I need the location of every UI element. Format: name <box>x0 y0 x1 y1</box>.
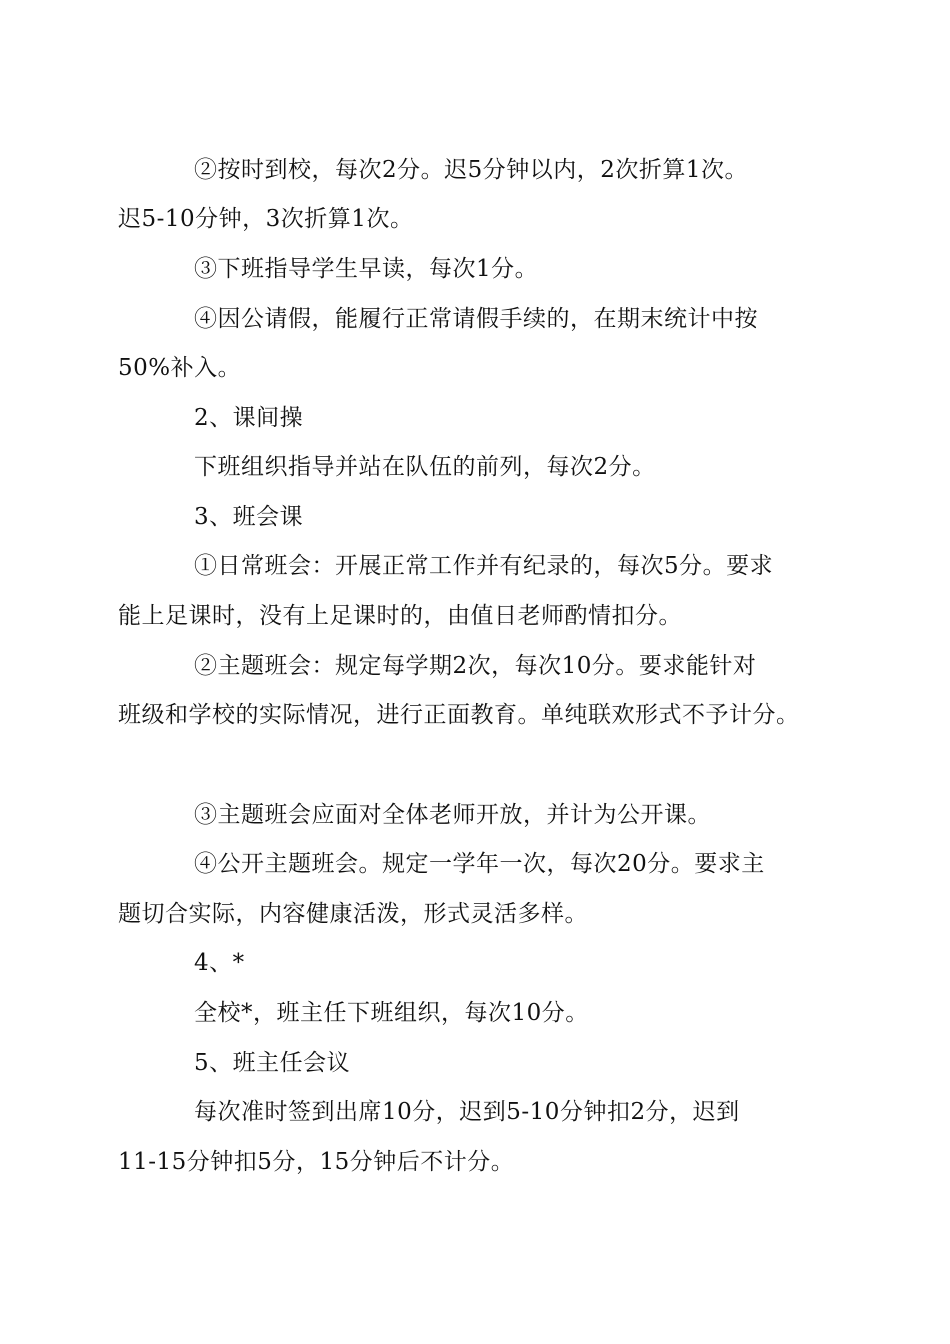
section-heading-4: 4、* <box>194 950 245 976</box>
text-line-morning-reading: ③下班指导学生早读，每次1分。 <box>194 256 539 282</box>
text-line-school-wide: 全校*，班主任下班组织，每次10分。 <box>194 1000 589 1026</box>
text-line-leave: ④因公请假，能履行正常请假手续的，在期末统计中按 <box>194 306 758 332</box>
section-heading-class-meeting: 3、班会课 <box>194 504 304 530</box>
text-line-punctuality: ②按时到校，每次2分。迟5分钟以内，2次折算1次。 <box>194 157 749 183</box>
text-line-daily-meeting: ①日常班会：开展正常工作并有纪录的，每次5分。要求 <box>194 553 774 579</box>
text-line-open-meeting: ③主题班会应面对全体老师开放，并计为公开课。 <box>194 802 711 828</box>
text-line-daily-meeting-cont: 能上足课时，没有上足课时的，由值日老师酌情扣分。 <box>118 603 682 629</box>
text-line-exercise: 下班组织指导并站在队伍的前列，每次2分。 <box>194 454 656 480</box>
section-heading-teacher-meeting: 5、班主任会议 <box>194 1050 351 1076</box>
text-line-theme-meeting-cont: 班级和学校的实际情况，进行正面教育。单纯联欢形式不予计分。 <box>118 702 800 728</box>
text-line-leave-cont: 50%补入。 <box>118 355 242 381</box>
text-line-attendance-cont: 11-15分钟扣5分，15分钟后不计分。 <box>118 1149 515 1175</box>
text-line-attendance: 每次准时签到出席10分，迟到5-10分钟扣2分，迟到 <box>194 1099 740 1125</box>
text-line-public-meeting-cont: 题切合实际，内容健康活泼，形式灵活多样。 <box>118 901 588 927</box>
section-heading-exercise: 2、课间操 <box>194 405 304 431</box>
text-line-theme-meeting: ②主题班会：规定每学期2次，每次10分。要求能针对 <box>194 653 757 679</box>
text-line-public-meeting: ④公开主题班会。规定一学年一次，每次20分。要求主 <box>194 851 765 877</box>
text-line-late-rule: 迟5-10分钟，3次折算1次。 <box>118 206 414 232</box>
